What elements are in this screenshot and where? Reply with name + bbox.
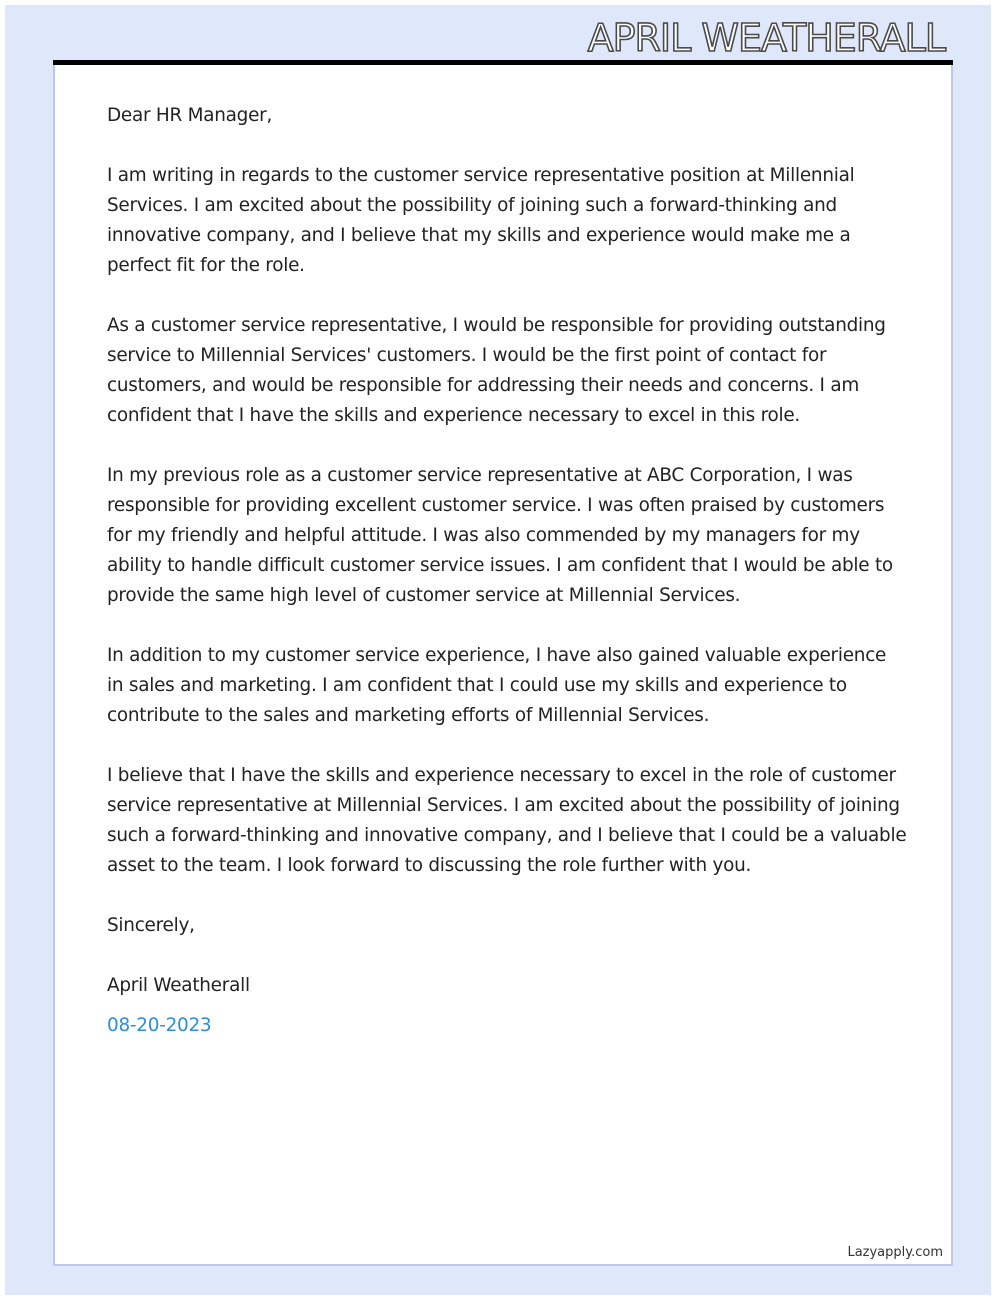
footer-watermark[interactable]: Lazyapply.com xyxy=(847,1245,943,1260)
paragraph-2: As a customer service representative, I would be responsible for providing outstanding service to Millennial Services' customers. I would be the first point of contact for customers, and would be responsible for addressing their needs and concerns. I am confident that I have the skills and experience necessary to excel in this role. xyxy=(107,315,886,426)
salutation: Dear HR Manager, xyxy=(107,105,273,126)
paragraph-4: In addition to my customer service experience, I have also gained valuable experience in sales and marketing. I am confident that I could use my skills and experience to contribute to the sales and marketing efforts of Millennial Services. xyxy=(107,645,887,726)
signature-name: April Weatherall xyxy=(107,975,250,996)
applicant-name-header: APRIL WEATHERALL xyxy=(587,16,945,60)
letter-date: 08-20-2023 xyxy=(107,1015,212,1036)
letter-sheet xyxy=(53,65,953,1266)
paragraph-3: In my previous role as a customer service representative at ABC Corporation, I was responsible for providing excellent customer service. I was often praised by customers for my friendly and helpful attitude. I was also commended by my managers for my ability to handle difficult customer service issues. I am confident that I would be able to provide the same high level of customer service at Millennial Services. xyxy=(107,465,893,606)
letter-body xyxy=(107,101,907,1071)
closing: Sincerely, xyxy=(107,915,195,936)
paragraph-1: I am writing in regards to the customer service representative position at Millennial Services. I am excited about the possibility of joining such a forward-thinking and innovative company, and I believe that my skills and experience would make me a perfect fit for the role. xyxy=(107,165,855,276)
paragraph-5: I believe that I have the skills and experience necessary to excel in the role of customer service representative at Millennial Services. I am excited about the possibility of joining such a forward-thinking and innovative company, and I believe that I could be a valuable asset to the team. I look forward to discussing the role further with you. xyxy=(107,765,907,876)
page-background xyxy=(5,5,991,1295)
